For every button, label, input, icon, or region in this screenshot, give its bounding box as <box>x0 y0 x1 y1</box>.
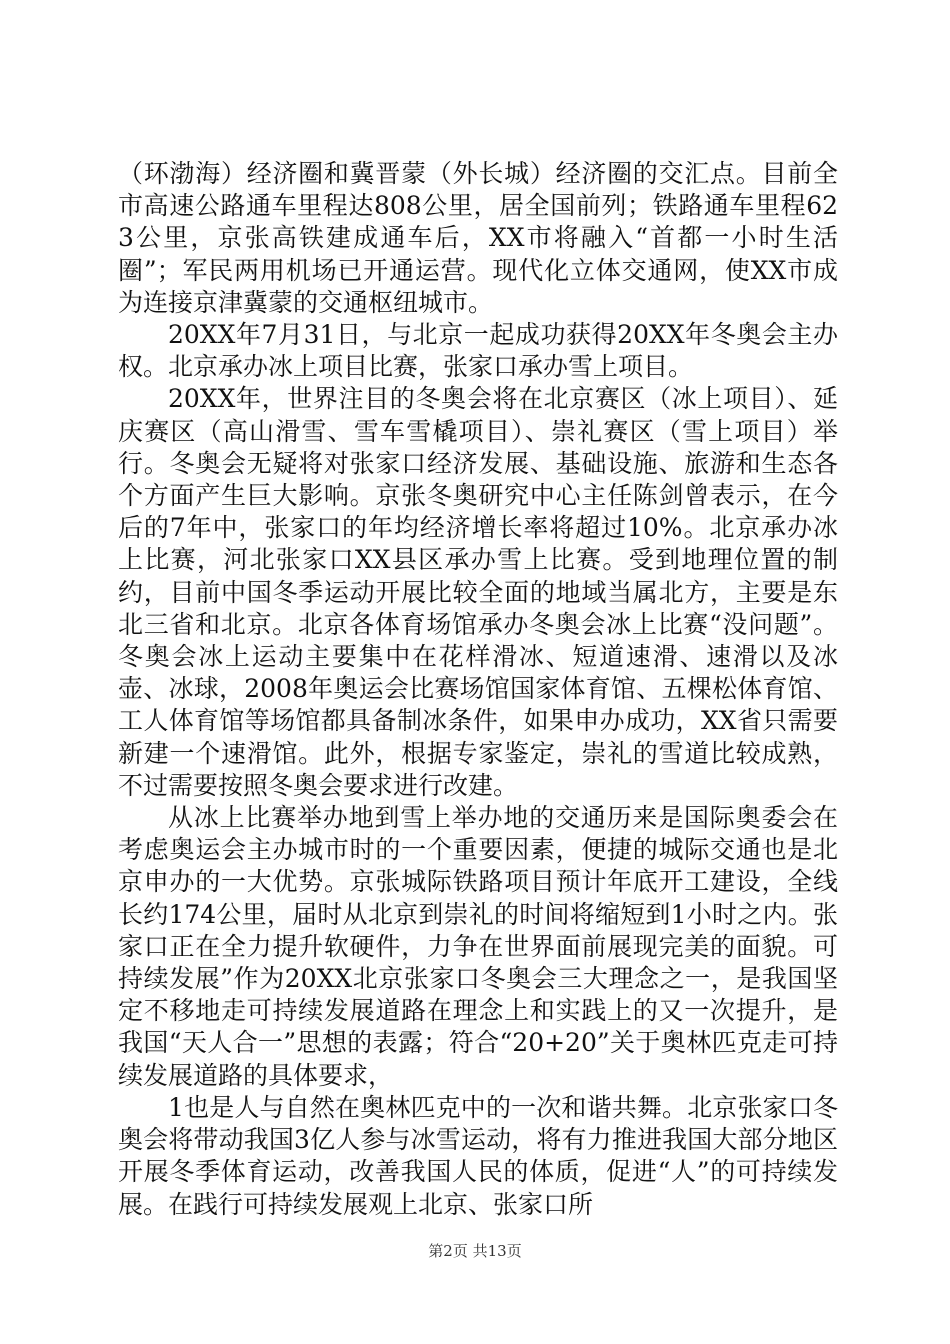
document-body <box>118 158 838 1221</box>
paragraph-4: 从冰上比赛举办地到雪上举办地的交通历来是国际奥委会在考虑奥运会主办城市时的一个重要因素，便捷的城际交通也是北京申办的一大优势。京张城际铁路项目预计年底开工建设，全线长约174公里，届时从北京到崇礼的时间将缩短到1小时之内。张家口正在全力提升软硬件，力争在世界面前展现完美的面貌。可持续发展”作为20XX北京张家口冬奥会三大理念之一，是我国坚定不移地走可持续发展道路在理念上和实践上的又一次提升，是我国“天人合一”思想的表露；符合“20+20”关于奥林匹克走可持续发展道路的具体要求， <box>118 803 838 1090</box>
paragraph-2: 20XX年7月31日，与北京一起成功获得20XX年冬奥会主办权。北京承办冰上项目比赛，张家口承办雪上项目。 <box>118 320 838 382</box>
page-number: 第2页 共13页 <box>428 1242 522 1260</box>
paragraph-3: 20XX年，世界注目的冬奥会将在北京赛区（冰上项目）、延庆赛区（高山滑雪、雪车雪橇项目）、崇礼赛区（雪上项目）举行。冬奥会无疑将对张家口经济发展、基础设施、旅游和生态各个方面产生巨大影响。京张冬奥研究中心主任陈剑曾表示，在今后的7年中，张家口的年均经济增长率将超过10%。北京承办冰上比赛，河北张家口XX县区承办雪上比赛。受到地理位置的制约，目前中国冬季运动开展比较全面的地域当属北方，主要是东北三省和北京。北京各体育场馆承办冬奥会冰上比赛“没问题”。冬奥会冰上运动主要集中在花样滑冰、短道速滑、速滑以及冰壶、冰球，2008年奥运会比赛场馆国家体育馆、五棵松体育馆、工人体育馆等场馆都具备制冰条件，如果申办成功，XX省只需要新建一个速滑馆。此外，根据专家鉴定，崇礼的雪道比较成熟，不过需要按照冬奥会要求进行改建。 <box>118 384 838 800</box>
page-footer <box>0 1240 950 1261</box>
paragraph-5: 1也是人与自然在奥林匹克中的一次和谐共舞。北京张家口冬奥会将带动我国3亿人参与冰雪运动，将有力推进我国大部分地区开展冬季体育运动，改善我国人民的体质，促进“人”的可持续发展。在践行可持续发展观上北京、张家口所 <box>118 1092 838 1219</box>
paragraph-1: （环渤海）经济圈和冀晋蒙（外长城）经济圈的交汇点。目前全市高速公路通车里程达808公里，居全国前列；铁路通车里程623公里，京张高铁建成通车后，XX市将融入“首都一小时生活圈”；军民两用机场已开通运营。现代化立体交通网，使XX市成为连接京津冀蒙的交通枢纽城市。 <box>118 159 838 317</box>
